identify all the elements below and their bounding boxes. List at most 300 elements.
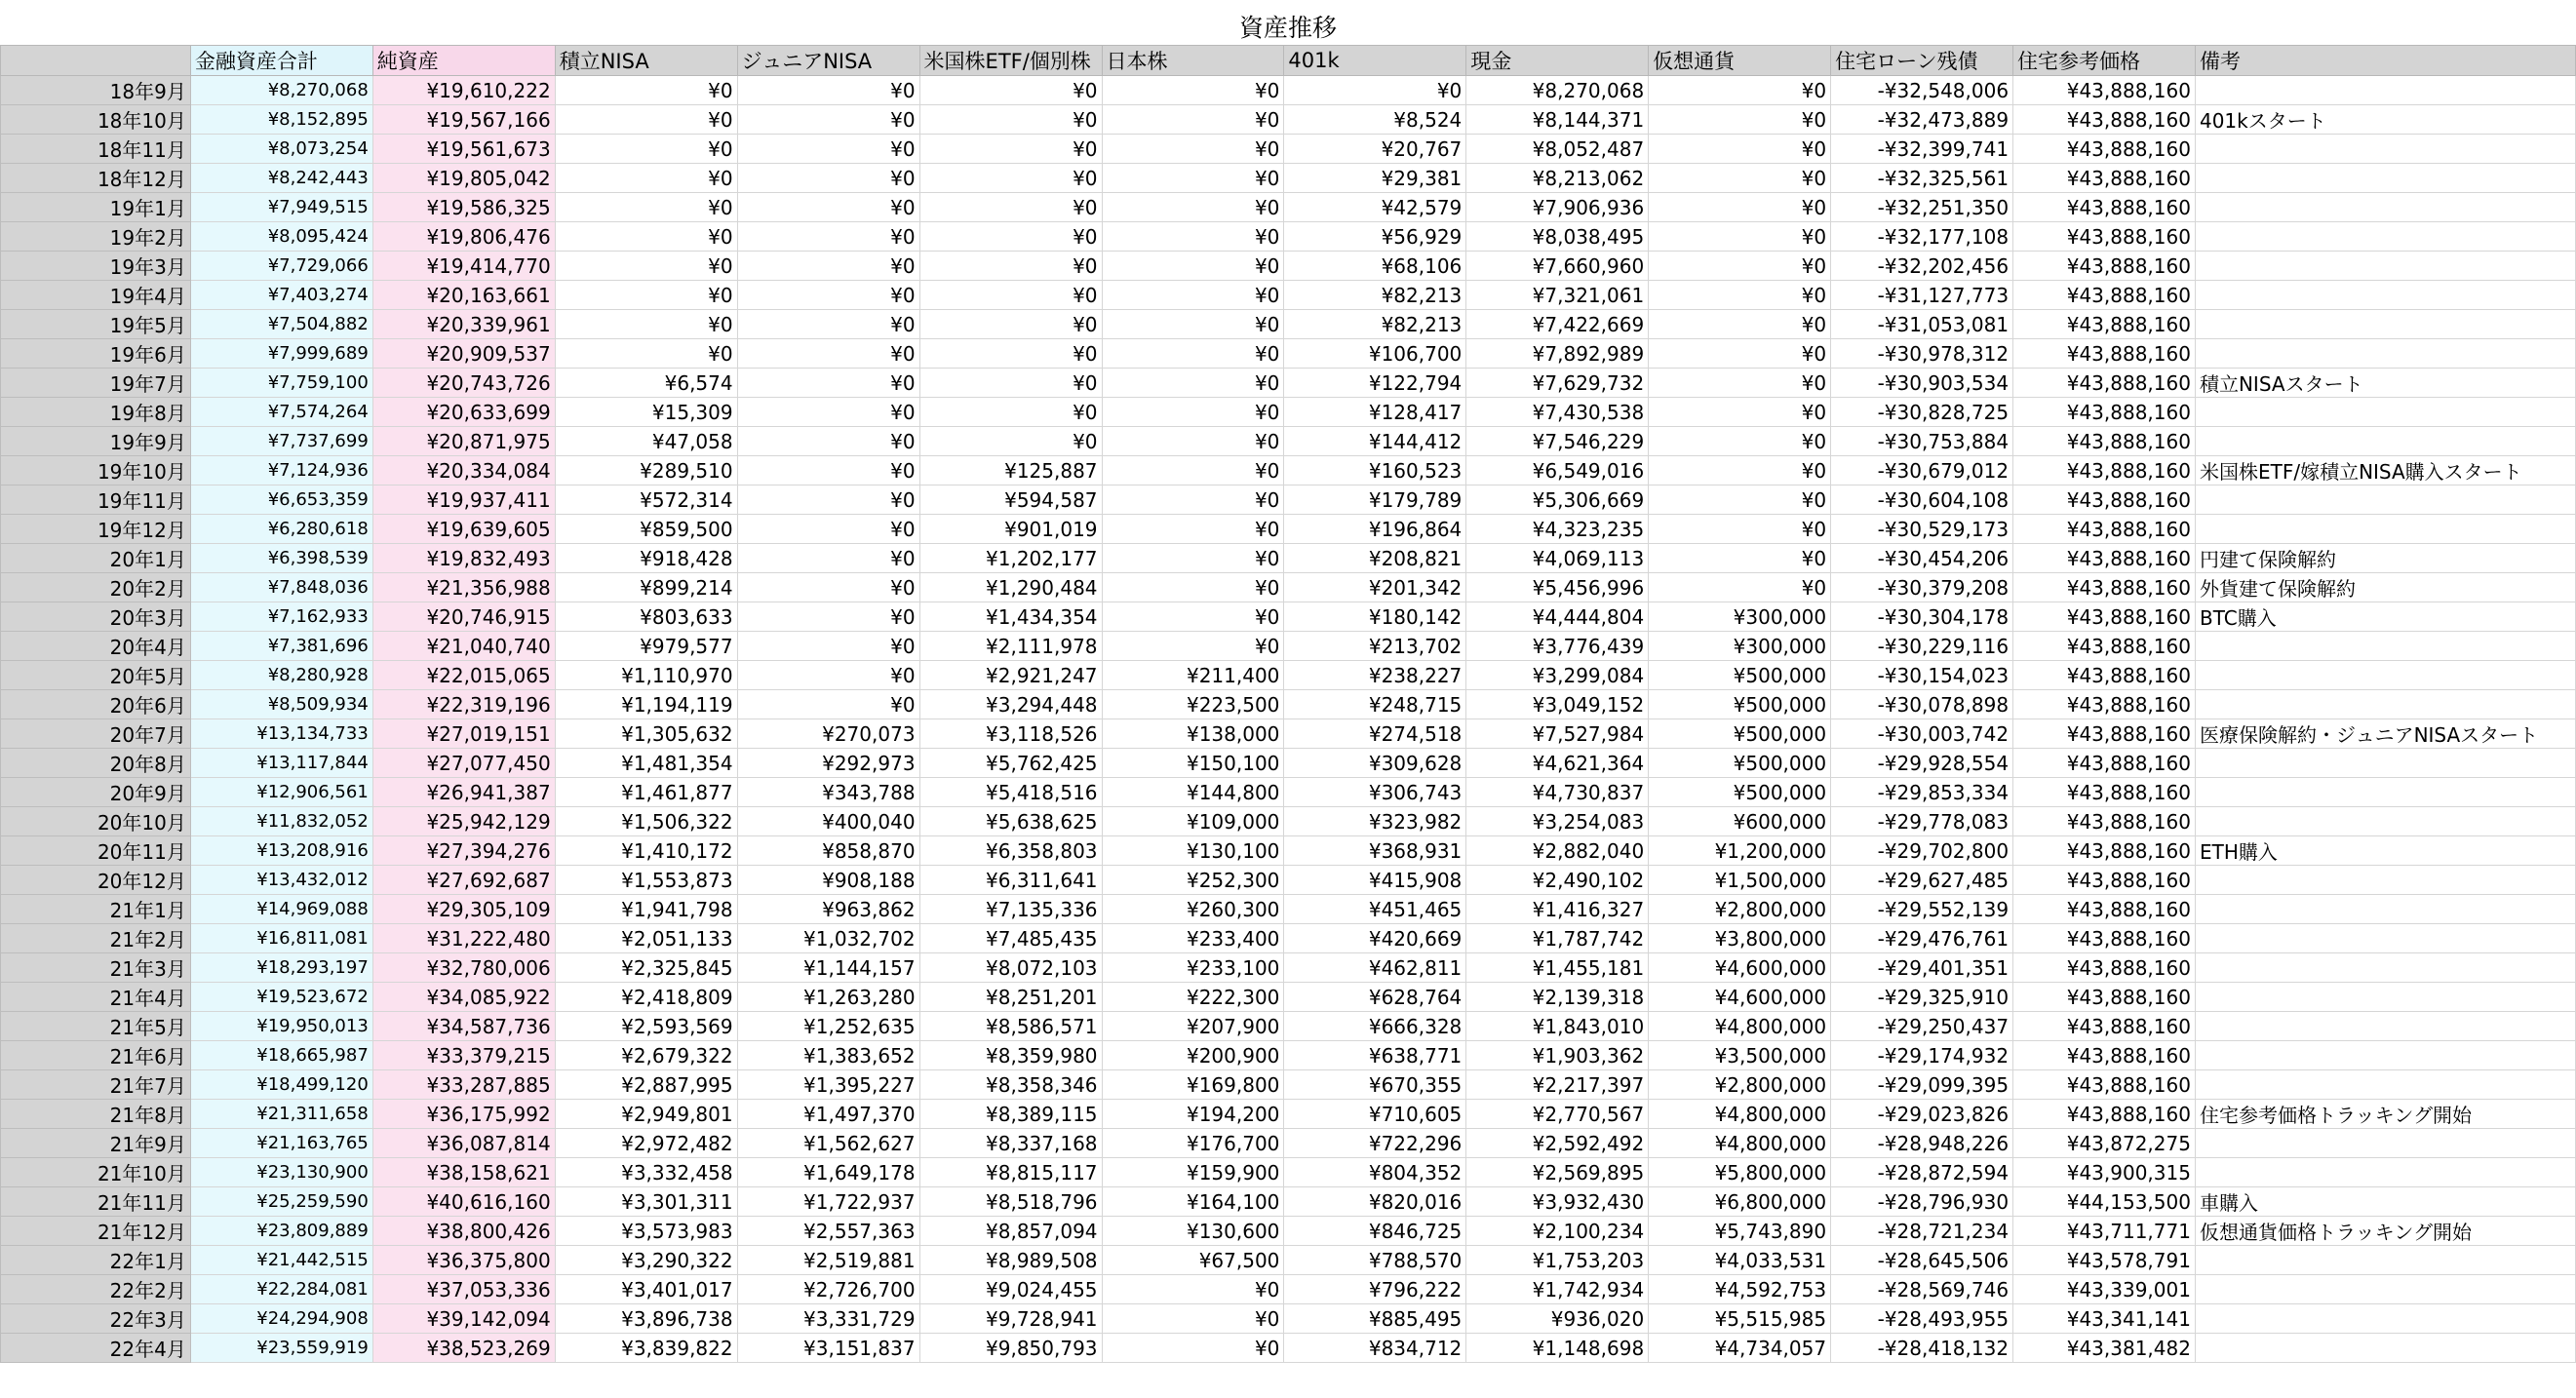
value-cell[interactable]: ¥43,888,160 — [2013, 690, 2196, 719]
value-cell[interactable]: ¥43,888,160 — [2013, 193, 2196, 222]
value-cell[interactable]: ¥7,892,989 — [1466, 339, 1649, 369]
value-cell[interactable]: ¥0 — [555, 252, 737, 281]
value-cell[interactable]: ¥3,290,322 — [555, 1246, 737, 1275]
value-cell[interactable]: -¥29,552,139 — [1831, 895, 2013, 924]
value-cell[interactable]: ¥2,325,845 — [555, 953, 737, 983]
net-assets-cell[interactable]: ¥36,375,800 — [372, 1246, 555, 1275]
value-cell[interactable]: ¥2,882,040 — [1466, 836, 1649, 866]
financial-total-cell[interactable]: ¥21,163,765 — [190, 1129, 372, 1158]
value-cell[interactable]: ¥3,932,430 — [1466, 1187, 1649, 1217]
value-cell[interactable]: ¥200,900 — [1102, 1041, 1284, 1070]
value-cell[interactable]: -¥30,229,116 — [1831, 632, 2013, 661]
row-label[interactable]: 21年1月 — [1, 895, 191, 924]
value-cell[interactable]: ¥150,100 — [1102, 749, 1284, 778]
net-assets-cell[interactable]: ¥27,394,276 — [372, 836, 555, 866]
value-cell[interactable]: ¥289,510 — [555, 456, 737, 485]
net-assets-cell[interactable]: ¥33,287,885 — [372, 1070, 555, 1100]
value-cell[interactable]: ¥0 — [1102, 398, 1284, 427]
value-cell[interactable]: ¥43,711,771 — [2013, 1217, 2196, 1246]
column-header[interactable]: ジュニアNISA — [737, 46, 919, 76]
value-cell[interactable]: ¥2,726,700 — [737, 1275, 919, 1304]
financial-total-cell[interactable]: ¥8,242,443 — [190, 164, 372, 193]
value-cell[interactable]: ¥82,213 — [1284, 310, 1466, 339]
value-cell[interactable]: ¥9,850,793 — [919, 1334, 1102, 1363]
column-header[interactable]: 現金 — [1466, 46, 1649, 76]
value-cell[interactable]: ¥43,888,160 — [2013, 1100, 2196, 1129]
value-cell[interactable]: ¥0 — [1102, 252, 1284, 281]
value-cell[interactable]: ¥179,789 — [1284, 485, 1466, 515]
value-cell[interactable]: ¥2,770,567 — [1466, 1100, 1649, 1129]
value-cell[interactable]: ¥1,416,327 — [1466, 895, 1649, 924]
value-cell[interactable]: ¥451,465 — [1284, 895, 1466, 924]
value-cell[interactable]: ¥82,213 — [1284, 281, 1466, 310]
row-label[interactable]: 20年8月 — [1, 749, 191, 778]
value-cell[interactable]: ¥208,821 — [1284, 544, 1466, 573]
row-label[interactable]: 19年6月 — [1, 339, 191, 369]
value-cell[interactable]: ¥0 — [737, 369, 919, 398]
value-cell[interactable]: ¥194,200 — [1102, 1100, 1284, 1129]
value-cell[interactable]: ¥106,700 — [1284, 339, 1466, 369]
value-cell[interactable]: ¥420,669 — [1284, 924, 1466, 953]
value-cell[interactable]: ¥213,702 — [1284, 632, 1466, 661]
value-cell[interactable]: ¥1,252,635 — [737, 1012, 919, 1041]
value-cell[interactable]: ¥859,500 — [555, 515, 737, 544]
value-cell[interactable]: ¥4,800,000 — [1649, 1129, 1831, 1158]
financial-total-cell[interactable]: ¥14,969,088 — [190, 895, 372, 924]
value-cell[interactable]: ¥20,767 — [1284, 135, 1466, 164]
row-label[interactable]: 21年11月 — [1, 1187, 191, 1217]
value-cell[interactable]: -¥28,493,955 — [1831, 1304, 2013, 1334]
note-cell[interactable]: 仮想通貨価格トラッキング開始 — [2195, 1217, 2575, 1246]
value-cell[interactable]: -¥29,174,932 — [1831, 1041, 2013, 1070]
row-label[interactable]: 22年1月 — [1, 1246, 191, 1275]
value-cell[interactable]: ¥1,649,178 — [737, 1158, 919, 1187]
value-cell[interactable]: ¥572,314 — [555, 485, 737, 515]
value-cell[interactable]: ¥722,296 — [1284, 1129, 1466, 1158]
value-cell[interactable]: ¥8,857,094 — [919, 1217, 1102, 1246]
value-cell[interactable]: ¥7,629,732 — [1466, 369, 1649, 398]
value-cell[interactable]: ¥0 — [1649, 456, 1831, 485]
value-cell[interactable]: ¥43,888,160 — [2013, 573, 2196, 602]
net-assets-cell[interactable]: ¥19,639,605 — [372, 515, 555, 544]
financial-total-cell[interactable]: ¥7,124,936 — [190, 456, 372, 485]
value-cell[interactable]: -¥32,177,108 — [1831, 222, 2013, 252]
note-cell[interactable]: 積立NISAスタート — [2195, 369, 2575, 398]
financial-total-cell[interactable]: ¥19,523,672 — [190, 983, 372, 1012]
net-assets-cell[interactable]: ¥25,942,129 — [372, 807, 555, 836]
value-cell[interactable]: ¥43,888,160 — [2013, 369, 2196, 398]
value-cell[interactable]: ¥43,888,160 — [2013, 544, 2196, 573]
row-label[interactable]: 20年3月 — [1, 602, 191, 632]
net-assets-cell[interactable]: ¥29,305,109 — [372, 895, 555, 924]
value-cell[interactable]: ¥0 — [1102, 632, 1284, 661]
value-cell[interactable]: ¥43,888,160 — [2013, 983, 2196, 1012]
value-cell[interactable]: ¥1,110,970 — [555, 661, 737, 690]
value-cell[interactable]: ¥2,800,000 — [1649, 895, 1831, 924]
net-assets-cell[interactable]: ¥21,040,740 — [372, 632, 555, 661]
value-cell[interactable]: ¥5,456,996 — [1466, 573, 1649, 602]
row-label[interactable]: 21年4月 — [1, 983, 191, 1012]
value-cell[interactable]: ¥5,638,625 — [919, 807, 1102, 836]
row-label[interactable]: 21年12月 — [1, 1217, 191, 1246]
net-assets-cell[interactable]: ¥34,587,736 — [372, 1012, 555, 1041]
note-cell[interactable] — [2195, 924, 2575, 953]
value-cell[interactable]: ¥918,428 — [555, 544, 737, 573]
value-cell[interactable]: -¥32,399,741 — [1831, 135, 2013, 164]
row-label[interactable]: 22年2月 — [1, 1275, 191, 1304]
value-cell[interactable]: -¥30,078,898 — [1831, 690, 2013, 719]
value-cell[interactable]: ¥0 — [919, 398, 1102, 427]
value-cell[interactable]: ¥2,569,895 — [1466, 1158, 1649, 1187]
row-label[interactable]: 19年4月 — [1, 281, 191, 310]
value-cell[interactable]: ¥804,352 — [1284, 1158, 1466, 1187]
value-cell[interactable]: -¥30,003,742 — [1831, 719, 2013, 749]
value-cell[interactable]: -¥29,325,910 — [1831, 983, 2013, 1012]
value-cell[interactable]: ¥7,527,984 — [1466, 719, 1649, 749]
value-cell[interactable]: ¥3,839,822 — [555, 1334, 737, 1363]
value-cell[interactable]: ¥6,358,803 — [919, 836, 1102, 866]
value-cell[interactable]: ¥3,118,526 — [919, 719, 1102, 749]
note-cell[interactable] — [2195, 1041, 2575, 1070]
net-assets-cell[interactable]: ¥33,379,215 — [372, 1041, 555, 1070]
value-cell[interactable]: ¥3,800,000 — [1649, 924, 1831, 953]
note-cell[interactable]: 医療保険解約・ジュニアNISAスタート — [2195, 719, 2575, 749]
value-cell[interactable]: ¥43,888,160 — [2013, 164, 2196, 193]
value-cell[interactable]: ¥122,794 — [1284, 369, 1466, 398]
value-cell[interactable]: ¥1,032,702 — [737, 924, 919, 953]
value-cell[interactable]: ¥164,100 — [1102, 1187, 1284, 1217]
net-assets-cell[interactable]: ¥20,871,975 — [372, 427, 555, 456]
value-cell[interactable]: ¥222,300 — [1102, 983, 1284, 1012]
value-cell[interactable]: ¥6,311,641 — [919, 866, 1102, 895]
value-cell[interactable]: ¥0 — [919, 105, 1102, 135]
value-cell[interactable]: ¥0 — [919, 193, 1102, 222]
net-assets-cell[interactable]: ¥19,561,673 — [372, 135, 555, 164]
value-cell[interactable]: ¥5,418,516 — [919, 778, 1102, 807]
net-assets-cell[interactable]: ¥38,158,621 — [372, 1158, 555, 1187]
net-assets-cell[interactable]: ¥19,414,770 — [372, 252, 555, 281]
value-cell[interactable]: ¥2,490,102 — [1466, 866, 1649, 895]
value-cell[interactable]: ¥0 — [737, 573, 919, 602]
value-cell[interactable]: ¥0 — [737, 690, 919, 719]
value-cell[interactable]: ¥196,864 — [1284, 515, 1466, 544]
financial-total-cell[interactable]: ¥8,270,068 — [190, 76, 372, 105]
value-cell[interactable]: ¥908,188 — [737, 866, 919, 895]
value-cell[interactable]: ¥1,903,362 — [1466, 1041, 1649, 1070]
row-label[interactable]: 21年8月 — [1, 1100, 191, 1129]
value-cell[interactable]: ¥43,888,160 — [2013, 515, 2196, 544]
value-cell[interactable]: ¥180,142 — [1284, 602, 1466, 632]
value-cell[interactable]: ¥462,811 — [1284, 953, 1466, 983]
row-label[interactable]: 21年3月 — [1, 953, 191, 983]
value-cell[interactable]: ¥0 — [919, 252, 1102, 281]
value-cell[interactable]: ¥44,153,500 — [2013, 1187, 2196, 1217]
value-cell[interactable]: ¥0 — [737, 602, 919, 632]
value-cell[interactable]: -¥28,418,132 — [1831, 1334, 2013, 1363]
value-cell[interactable]: ¥43,888,160 — [2013, 836, 2196, 866]
row-label[interactable]: 21年6月 — [1, 1041, 191, 1070]
value-cell[interactable]: ¥500,000 — [1649, 749, 1831, 778]
value-cell[interactable]: ¥0 — [1102, 515, 1284, 544]
value-cell[interactable]: ¥43,339,001 — [2013, 1275, 2196, 1304]
row-label[interactable]: 20年2月 — [1, 573, 191, 602]
financial-total-cell[interactable]: ¥19,950,013 — [190, 1012, 372, 1041]
financial-total-cell[interactable]: ¥6,653,359 — [190, 485, 372, 515]
value-cell[interactable]: -¥29,099,395 — [1831, 1070, 2013, 1100]
value-cell[interactable]: ¥0 — [1102, 485, 1284, 515]
net-assets-cell[interactable]: ¥31,222,480 — [372, 924, 555, 953]
value-cell[interactable]: -¥30,753,884 — [1831, 427, 2013, 456]
value-cell[interactable]: ¥270,073 — [737, 719, 919, 749]
row-label[interactable]: 20年12月 — [1, 866, 191, 895]
value-cell[interactable]: ¥130,600 — [1102, 1217, 1284, 1246]
net-assets-cell[interactable]: ¥19,610,222 — [372, 76, 555, 105]
financial-total-cell[interactable]: ¥8,152,895 — [190, 105, 372, 135]
value-cell[interactable]: ¥1,148,698 — [1466, 1334, 1649, 1363]
net-assets-cell[interactable]: ¥27,692,687 — [372, 866, 555, 895]
note-cell[interactable] — [2195, 1304, 2575, 1334]
value-cell[interactable]: ¥2,519,881 — [737, 1246, 919, 1275]
note-cell[interactable] — [2195, 164, 2575, 193]
value-cell[interactable]: ¥0 — [919, 369, 1102, 398]
row-label[interactable]: 22年4月 — [1, 1334, 191, 1363]
row-label[interactable]: 18年12月 — [1, 164, 191, 193]
value-cell[interactable]: ¥0 — [737, 281, 919, 310]
value-cell[interactable]: ¥3,332,458 — [555, 1158, 737, 1187]
row-label[interactable]: 19年3月 — [1, 252, 191, 281]
value-cell[interactable]: -¥30,604,108 — [1831, 485, 2013, 515]
value-cell[interactable]: ¥68,106 — [1284, 252, 1466, 281]
value-cell[interactable]: -¥28,872,594 — [1831, 1158, 2013, 1187]
value-cell[interactable]: ¥8,337,168 — [919, 1129, 1102, 1158]
value-cell[interactable]: ¥43,888,160 — [2013, 310, 2196, 339]
value-cell[interactable]: ¥4,323,235 — [1466, 515, 1649, 544]
value-cell[interactable]: ¥0 — [555, 193, 737, 222]
value-cell[interactable]: ¥600,000 — [1649, 807, 1831, 836]
financial-total-cell[interactable]: ¥7,381,696 — [190, 632, 372, 661]
value-cell[interactable]: ¥0 — [1649, 193, 1831, 222]
value-cell[interactable]: ¥43,888,160 — [2013, 105, 2196, 135]
value-cell[interactable]: ¥0 — [737, 222, 919, 252]
value-cell[interactable]: ¥4,730,837 — [1466, 778, 1649, 807]
value-cell[interactable]: ¥8,251,201 — [919, 983, 1102, 1012]
net-assets-cell[interactable]: ¥19,567,166 — [372, 105, 555, 135]
note-cell[interactable] — [2195, 749, 2575, 778]
value-cell[interactable]: ¥1,305,632 — [555, 719, 737, 749]
value-cell[interactable]: ¥274,518 — [1284, 719, 1466, 749]
value-cell[interactable]: ¥710,605 — [1284, 1100, 1466, 1129]
value-cell[interactable]: ¥223,500 — [1102, 690, 1284, 719]
value-cell[interactable]: ¥0 — [1284, 76, 1466, 105]
value-cell[interactable]: ¥8,213,062 — [1466, 164, 1649, 193]
value-cell[interactable]: ¥5,515,985 — [1649, 1304, 1831, 1334]
value-cell[interactable]: ¥0 — [1102, 105, 1284, 135]
financial-total-cell[interactable]: ¥22,284,081 — [190, 1275, 372, 1304]
value-cell[interactable]: ¥3,301,311 — [555, 1187, 737, 1217]
financial-total-cell[interactable]: ¥8,509,934 — [190, 690, 372, 719]
value-cell[interactable]: ¥343,788 — [737, 778, 919, 807]
financial-total-cell[interactable]: ¥13,208,916 — [190, 836, 372, 866]
value-cell[interactable]: ¥4,069,113 — [1466, 544, 1649, 573]
value-cell[interactable]: -¥30,679,012 — [1831, 456, 2013, 485]
financial-total-cell[interactable]: ¥7,737,699 — [190, 427, 372, 456]
value-cell[interactable]: ¥43,888,160 — [2013, 339, 2196, 369]
value-cell[interactable]: ¥0 — [1649, 544, 1831, 573]
value-cell[interactable]: ¥7,485,435 — [919, 924, 1102, 953]
value-cell[interactable]: ¥109,000 — [1102, 807, 1284, 836]
value-cell[interactable]: ¥4,033,531 — [1649, 1246, 1831, 1275]
note-cell[interactable] — [2195, 1246, 2575, 1275]
value-cell[interactable]: ¥3,776,439 — [1466, 632, 1649, 661]
column-header[interactable]: 日本株 — [1102, 46, 1284, 76]
net-assets-cell[interactable]: ¥38,523,269 — [372, 1334, 555, 1363]
value-cell[interactable]: -¥29,928,554 — [1831, 749, 2013, 778]
value-cell[interactable]: -¥30,828,725 — [1831, 398, 2013, 427]
value-cell[interactable]: ¥67,500 — [1102, 1246, 1284, 1275]
value-cell[interactable]: -¥28,569,746 — [1831, 1275, 2013, 1304]
value-cell[interactable]: ¥0 — [737, 135, 919, 164]
financial-total-cell[interactable]: ¥13,117,844 — [190, 749, 372, 778]
value-cell[interactable]: ¥2,100,234 — [1466, 1217, 1649, 1246]
value-cell[interactable]: ¥400,040 — [737, 807, 919, 836]
value-cell[interactable]: ¥29,381 — [1284, 164, 1466, 193]
value-cell[interactable]: ¥4,600,000 — [1649, 953, 1831, 983]
value-cell[interactable]: ¥8,359,980 — [919, 1041, 1102, 1070]
note-cell[interactable] — [2195, 1070, 2575, 1100]
value-cell[interactable]: ¥201,342 — [1284, 573, 1466, 602]
value-cell[interactable]: -¥30,529,173 — [1831, 515, 2013, 544]
value-cell[interactable]: ¥43,888,160 — [2013, 866, 2196, 895]
net-assets-cell[interactable]: ¥22,319,196 — [372, 690, 555, 719]
value-cell[interactable]: ¥1,383,652 — [737, 1041, 919, 1070]
value-cell[interactable]: ¥885,495 — [1284, 1304, 1466, 1334]
value-cell[interactable]: ¥0 — [1649, 427, 1831, 456]
value-cell[interactable]: ¥1,753,203 — [1466, 1246, 1649, 1275]
row-label[interactable]: 21年7月 — [1, 1070, 191, 1100]
value-cell[interactable]: ¥169,800 — [1102, 1070, 1284, 1100]
value-cell[interactable]: ¥2,051,133 — [555, 924, 737, 953]
value-cell[interactable]: ¥2,921,247 — [919, 661, 1102, 690]
net-assets-cell[interactable]: ¥20,909,537 — [372, 339, 555, 369]
value-cell[interactable]: ¥0 — [1102, 544, 1284, 573]
value-cell[interactable]: -¥30,978,312 — [1831, 339, 2013, 369]
value-cell[interactable]: ¥0 — [1102, 164, 1284, 193]
value-cell[interactable]: ¥979,577 — [555, 632, 737, 661]
value-cell[interactable]: ¥8,586,571 — [919, 1012, 1102, 1041]
value-cell[interactable]: ¥3,049,152 — [1466, 690, 1649, 719]
net-assets-cell[interactable]: ¥21,356,988 — [372, 573, 555, 602]
value-cell[interactable]: ¥0 — [1102, 602, 1284, 632]
net-assets-cell[interactable]: ¥27,077,450 — [372, 749, 555, 778]
value-cell[interactable]: ¥2,949,801 — [555, 1100, 737, 1129]
value-cell[interactable]: ¥5,800,000 — [1649, 1158, 1831, 1187]
row-label[interactable]: 22年3月 — [1, 1304, 191, 1334]
value-cell[interactable]: ¥0 — [1649, 76, 1831, 105]
value-cell[interactable]: ¥0 — [1649, 135, 1831, 164]
value-cell[interactable]: ¥0 — [737, 398, 919, 427]
value-cell[interactable]: ¥0 — [919, 135, 1102, 164]
value-cell[interactable]: ¥43,888,160 — [2013, 252, 2196, 281]
value-cell[interactable]: ¥8,144,371 — [1466, 105, 1649, 135]
row-label[interactable]: 21年5月 — [1, 1012, 191, 1041]
value-cell[interactable]: ¥176,700 — [1102, 1129, 1284, 1158]
financial-total-cell[interactable]: ¥25,259,590 — [190, 1187, 372, 1217]
value-cell[interactable]: ¥0 — [1649, 310, 1831, 339]
value-cell[interactable]: ¥0 — [737, 76, 919, 105]
value-cell[interactable]: ¥0 — [1649, 105, 1831, 135]
financial-total-cell[interactable]: ¥18,499,120 — [190, 1070, 372, 1100]
financial-total-cell[interactable]: ¥23,809,889 — [190, 1217, 372, 1246]
value-cell[interactable]: ¥0 — [919, 76, 1102, 105]
column-header[interactable]: 仮想通貨 — [1649, 46, 1831, 76]
value-cell[interactable]: ¥144,412 — [1284, 427, 1466, 456]
note-cell[interactable] — [2195, 1275, 2575, 1304]
note-cell[interactable]: 外貨建て保険解約 — [2195, 573, 2575, 602]
value-cell[interactable]: ¥43,900,315 — [2013, 1158, 2196, 1187]
value-cell[interactable]: ¥0 — [555, 339, 737, 369]
value-cell[interactable]: ¥4,800,000 — [1649, 1012, 1831, 1041]
note-cell[interactable] — [2195, 690, 2575, 719]
value-cell[interactable]: -¥32,251,350 — [1831, 193, 2013, 222]
value-cell[interactable]: ¥2,557,363 — [737, 1217, 919, 1246]
value-cell[interactable]: ¥43,578,791 — [2013, 1246, 2196, 1275]
column-header[interactable]: 金融資産合計 — [190, 46, 372, 76]
value-cell[interactable]: ¥0 — [555, 76, 737, 105]
value-cell[interactable]: ¥8,518,796 — [919, 1187, 1102, 1217]
value-cell[interactable]: ¥6,574 — [555, 369, 737, 398]
value-cell[interactable]: ¥43,888,160 — [2013, 135, 2196, 164]
value-cell[interactable]: ¥2,111,978 — [919, 632, 1102, 661]
value-cell[interactable]: ¥3,331,729 — [737, 1304, 919, 1334]
financial-total-cell[interactable]: ¥24,294,908 — [190, 1304, 372, 1334]
value-cell[interactable]: ¥1,434,354 — [919, 602, 1102, 632]
value-cell[interactable]: ¥3,254,083 — [1466, 807, 1649, 836]
value-cell[interactable]: ¥3,294,448 — [919, 690, 1102, 719]
note-cell[interactable] — [2195, 895, 2575, 924]
row-label[interactable]: 19年8月 — [1, 398, 191, 427]
value-cell[interactable]: ¥5,743,890 — [1649, 1217, 1831, 1246]
financial-total-cell[interactable]: ¥7,162,933 — [190, 602, 372, 632]
value-cell[interactable]: ¥207,900 — [1102, 1012, 1284, 1041]
value-cell[interactable]: ¥0 — [737, 193, 919, 222]
note-cell[interactable]: 米国株ETF/嫁積立NISA購入スタート — [2195, 456, 2575, 485]
value-cell[interactable]: -¥31,053,081 — [1831, 310, 2013, 339]
value-cell[interactable]: ¥43,888,160 — [2013, 602, 2196, 632]
value-cell[interactable]: ¥125,887 — [919, 456, 1102, 485]
row-label[interactable]: 19年7月 — [1, 369, 191, 398]
net-assets-cell[interactable]: ¥20,163,661 — [372, 281, 555, 310]
financial-total-cell[interactable]: ¥8,280,928 — [190, 661, 372, 690]
value-cell[interactable]: ¥0 — [1649, 252, 1831, 281]
financial-total-cell[interactable]: ¥7,848,036 — [190, 573, 372, 602]
value-cell[interactable]: ¥43,888,160 — [2013, 953, 2196, 983]
value-cell[interactable]: ¥144,800 — [1102, 778, 1284, 807]
value-cell[interactable]: -¥29,023,826 — [1831, 1100, 2013, 1129]
value-cell[interactable]: ¥15,309 — [555, 398, 737, 427]
value-cell[interactable]: ¥3,299,084 — [1466, 661, 1649, 690]
row-label[interactable]: 20年9月 — [1, 778, 191, 807]
value-cell[interactable]: ¥8,038,495 — [1466, 222, 1649, 252]
value-cell[interactable]: ¥8,052,487 — [1466, 135, 1649, 164]
value-cell[interactable]: ¥0 — [919, 281, 1102, 310]
row-label[interactable]: 21年2月 — [1, 924, 191, 953]
value-cell[interactable]: ¥8,989,508 — [919, 1246, 1102, 1275]
value-cell[interactable]: ¥0 — [1649, 485, 1831, 515]
value-cell[interactable]: ¥43,888,160 — [2013, 719, 2196, 749]
value-cell[interactable]: ¥1,497,370 — [737, 1100, 919, 1129]
financial-total-cell[interactable]: ¥6,280,618 — [190, 515, 372, 544]
net-assets-cell[interactable]: ¥20,743,726 — [372, 369, 555, 398]
